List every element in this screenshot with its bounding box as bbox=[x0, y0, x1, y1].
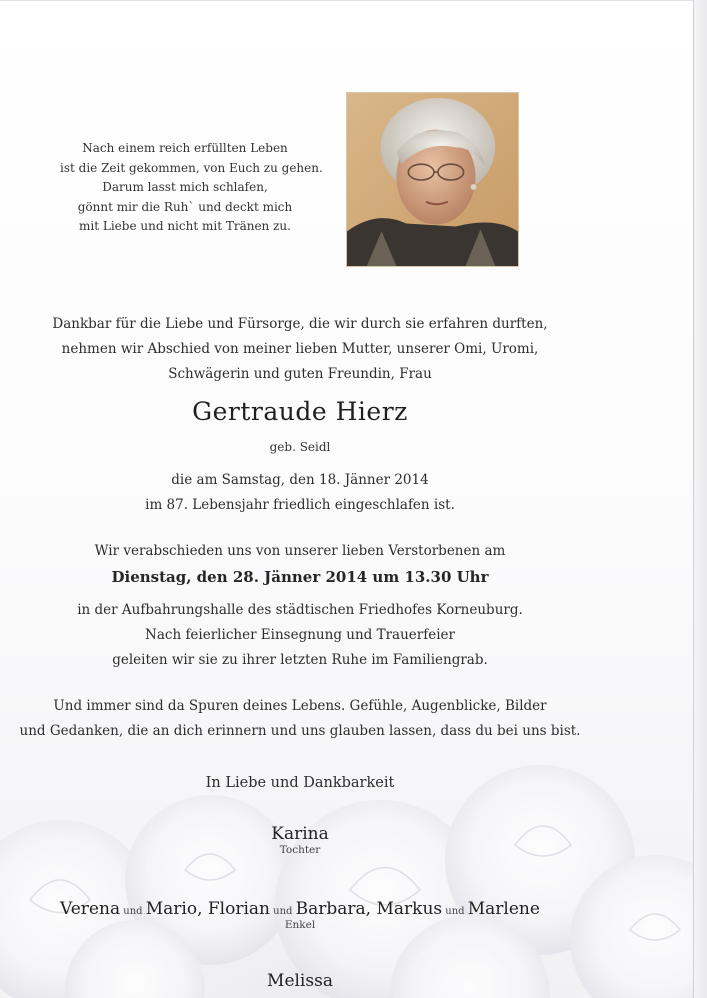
signatory-role: Enkel bbox=[284, 919, 316, 931]
farewell-intro: Wir verabschieden uns von unserer lieben Verstorbenen am bbox=[94, 543, 506, 559]
portrait-photo bbox=[346, 92, 519, 267]
signatory-great-grandchild: Melissa bbox=[267, 971, 333, 991]
deceased-name: Gertraude Hierz bbox=[192, 397, 408, 426]
und-connector: und bbox=[442, 906, 468, 917]
maiden-name: geb. Seidl bbox=[269, 440, 331, 454]
und-connector: und bbox=[120, 906, 146, 917]
death-date-line: die am Samstag, den 18. Jänner 2014 bbox=[171, 472, 429, 488]
poem-line: gönnt mir die Ruh` und deckt mich bbox=[77, 199, 293, 214]
farewell-line: in der Aufbahrungshalle des städtischen Friedhofes Korneuburg. bbox=[77, 602, 523, 618]
farewell-line: geleiten wir sie zu ihrer letzten Ruhe im Familiengrab. bbox=[112, 652, 488, 668]
poem bbox=[60, 139, 323, 237]
intro-text bbox=[0, 312, 600, 387]
intro-line: Schwägerin und guten Freundin, Frau bbox=[168, 366, 432, 382]
farewell-line: Nach feierlicher Einsegnung und Trauerfeier bbox=[145, 627, 455, 643]
signatory-daughter: Karina bbox=[271, 824, 329, 844]
closing-line: In Liebe und Dankbarkeit bbox=[205, 775, 395, 791]
poem-line: Nach einem reich erfüllten Leben bbox=[82, 141, 288, 155]
signatory-role: Tochter bbox=[279, 844, 321, 856]
intro-line: Dankbar für die Liebe und Fürsorge, die wir durch sie erfahren durften, bbox=[52, 316, 548, 332]
age-line: im 87. Lebensjahr friedlich eingeschlafen ist. bbox=[145, 497, 455, 513]
intro-line: nehmen wir Abschied von meiner lieben Mutter, unserer Omi, Uromi, bbox=[61, 341, 539, 357]
quote-line: und Gedanken, die an dich erinnern und uns glauben lassen, dass du bei uns bist. bbox=[19, 723, 581, 739]
signatory-grandchildren bbox=[0, 899, 600, 919]
poem-line: ist die Zeit gekommen, von Euch zu gehen. bbox=[60, 160, 323, 175]
grandchild-name: Barbara, Markus bbox=[295, 899, 443, 919]
page-edge bbox=[694, 0, 707, 998]
funeral-date-time: Dienstag, den 28. Jänner 2014 um 13.30 Uhr bbox=[111, 568, 489, 586]
poem-line: mit Liebe und nicht mit Tränen zu. bbox=[79, 219, 291, 233]
und-connector: und bbox=[270, 906, 296, 917]
poem-line: Darum lasst mich schlafen, bbox=[102, 180, 268, 194]
grandchild-name: Verena bbox=[60, 899, 121, 919]
grandchild-name: Mario, Florian bbox=[145, 899, 270, 919]
grandchild-name: Marlene bbox=[467, 899, 540, 919]
quote-line: Und immer sind da Spuren deines Lebens. Gefühle, Augenblicke, Bilder bbox=[53, 698, 547, 714]
